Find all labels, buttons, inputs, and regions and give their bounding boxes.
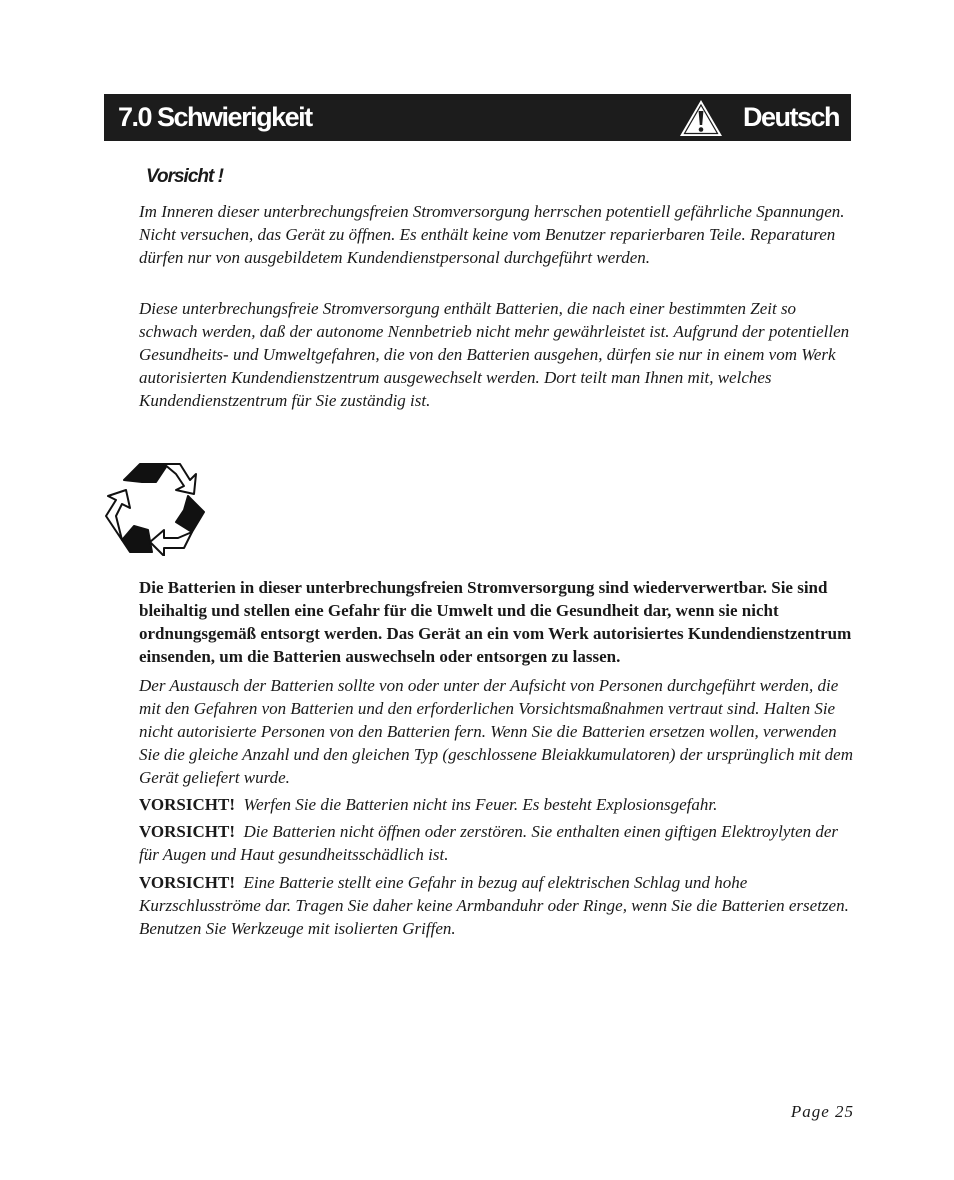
warning-label: VORSICHT! <box>139 795 236 814</box>
paragraph-replacement: Der Austausch der Batterien sollte von oder unter der Aufsicht von Personen durchgeführt werden, die mit den Gefahren von Batterien und den erforderlichen Vorsichtsmaßnahmen vertraut sind. Halten Sie nicht autorisierte Personen von den Batterien fern. Wenn Sie die Batterien ersetzen wollen, verwenden Sie die gleiche Anzahl und den gleichen Typ (geschlossene Bleiakkumulatoren) der ursprünglich mit dem Gerät geliefert wurde. <box>139 676 853 787</box>
warning-label: VORSICHT! <box>139 822 236 841</box>
caution-heading: Vorsicht ! <box>146 166 223 187</box>
warning-text: Eine Batterie stellt eine Gefahr in bezug auf elektrischen Schlag und hohe Kurzschlusströme dar. Tragen Sie daher keine Armbanduhr oder Ringe, wenn Sie die Batterien ersetzen. Benutzen Sie Werkzeuge mit isolierten Griffen. <box>139 873 849 938</box>
warning-item <box>139 820 854 866</box>
section-header <box>104 94 851 141</box>
language-label: Deutsch <box>742 102 839 132</box>
warning-text: Die Batterien nicht öffnen oder zerstören. Sie enthalten einen giftigen Elektroylyten der für Augen und Haut gesundheitsschädlich ist. <box>139 822 839 864</box>
paragraph-recycle: Die Batterien in dieser unterbrechungsfreien Stromversorgung sind wiederverwertbar. Sie sind bleihaltig und stellen eine Gefahr für die Umwelt und die Gesundheit dar, wenn sie nicht ordnungsgemäß entsorgt werden. Das Gerät an ein vom Werk autorisiertes Kundendienstzentrum einsenden, um die Batterien auswechseln oder entsorgen zu lassen. <box>139 578 852 666</box>
warning-item <box>139 871 854 940</box>
warning-item <box>139 793 854 816</box>
recycle-icon <box>100 460 208 556</box>
section-title: 7.0 Schwierigkeit <box>118 102 312 132</box>
page-number: Page 25 <box>790 1102 854 1121</box>
warning-label: VORSICHT! <box>139 873 236 892</box>
warning-triangle-icon <box>678 98 724 138</box>
paragraph-batteries: Diese unterbrechungsfreie Stromversorgung enthält Batterien, die nach einer bestimmten Zeit so schwach werden, daß der autonome Nennbetrieb nicht mehr gewährleistet ist. Aufgrund der potentiellen Gesundheits- und Umweltgefahren, die von den Batterien ausgehen, dürfen sie nur in einem vom Werk autorisierten Kundendienstzentrum ausgewechselt werden. Dort teilt man Ihnen mit, welches Kundendienstzentrum für Sie zuständig ist. <box>139 299 850 410</box>
warning-text: Werfen Sie die Batterien nicht ins Feuer. Es besteht Explosionsgefahr. <box>243 795 718 814</box>
paragraph-hazard: Im Inneren dieser unterbrechungsfreien Stromversorgung herrschen potentiell gefährliche Spannungen. Nicht versuchen, das Gerät zu öffnen. Es enthält keine vom Benutzer reparierbaren Teile. Reparaturen dürfen nur von ausgebildetem Kundendienstpersonal durchgeführt werden. <box>139 202 845 267</box>
